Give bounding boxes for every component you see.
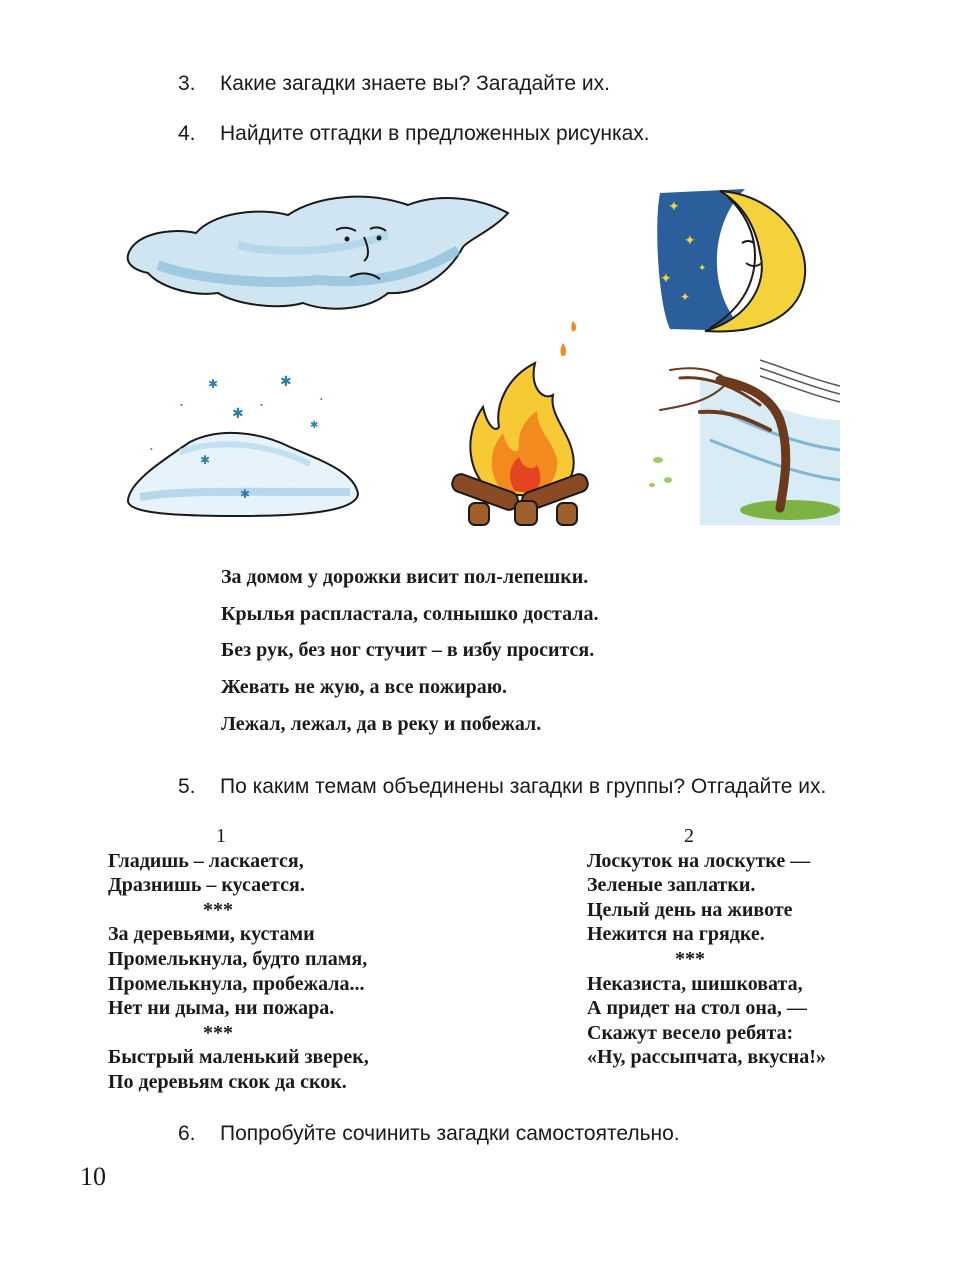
task-5 xyxy=(178,775,826,799)
crescent-moon-icon xyxy=(650,183,810,335)
riddle-line: Целый день на животе xyxy=(587,898,793,921)
task-3 xyxy=(178,72,610,96)
riddle-line: Промелькнула, будто пламя, xyxy=(108,947,368,970)
task-text: Какие загадки знаете вы? Загадайте их. xyxy=(220,72,610,95)
svg-text:✱: ✱ xyxy=(240,487,251,501)
riddle-group-2 xyxy=(587,824,826,1070)
riddle-line: Скажут весело ребята: xyxy=(587,1021,794,1044)
riddle-line: Быстрый маленький зверек, xyxy=(108,1046,369,1069)
riddle-line: Гладишь – ласкается, xyxy=(108,849,304,872)
riddle-line: По деревьям скок да скок. xyxy=(108,1070,347,1093)
riddle-separator: *** xyxy=(203,898,233,921)
riddle-line: Нет ни дыма, ни пожара. xyxy=(108,997,335,1020)
riddle-line: Жевать не жую, а все пожираю. xyxy=(221,676,508,698)
svg-text:•: • xyxy=(180,401,183,410)
task-6 xyxy=(178,1122,680,1146)
riddle-group-1 xyxy=(108,824,369,1095)
svg-text:•: • xyxy=(260,401,263,410)
riddle-line: За домом у дорожки висит пол-лепешки. xyxy=(221,566,589,588)
riddle-line: Крылья распластала, солнышко достала. xyxy=(221,603,599,625)
svg-text:✦: ✦ xyxy=(698,263,707,274)
snowdrift-icon xyxy=(120,372,365,520)
riddle-line: Лежал, лежал, да в реку и побежал. xyxy=(221,713,542,735)
riddle-line: Нежится на грядке. xyxy=(587,923,765,946)
riddle-separator: *** xyxy=(675,947,705,970)
riddle-line: «Ну, рассыпчата, вкусна!» xyxy=(587,1046,826,1069)
svg-text:✱: ✱ xyxy=(208,377,219,391)
svg-text:✱: ✱ xyxy=(310,420,319,431)
page-number: 10 xyxy=(80,1162,106,1191)
task-text: По каким темам объединены загадки в группы? Отгадайте их. xyxy=(220,775,827,798)
task-4 xyxy=(178,122,650,146)
svg-text:•: • xyxy=(320,395,323,404)
svg-text:✱: ✱ xyxy=(232,407,244,422)
svg-text:✦: ✦ xyxy=(668,200,680,215)
task-text: Найдите отгадки в предложенных рисунках. xyxy=(220,122,650,145)
task-number: 6. xyxy=(178,1122,196,1145)
riddle-line: А придет на стол она, — xyxy=(587,997,807,1020)
svg-text:✱: ✱ xyxy=(280,375,292,390)
riddle-line: Зеленые заплатки. xyxy=(587,874,756,897)
windblown-tree-icon xyxy=(640,350,845,525)
campfire-icon xyxy=(445,315,595,530)
task-number: 3. xyxy=(178,72,196,95)
svg-text:•: • xyxy=(150,445,153,454)
svg-text:✦: ✦ xyxy=(684,234,696,249)
group-number: 2 xyxy=(684,825,694,847)
riddle-line: Промелькнула, пробежала... xyxy=(108,972,365,995)
riddle-line: Неказиста, шишковата, xyxy=(587,972,803,995)
svg-text:✦: ✦ xyxy=(660,272,672,287)
riddle-separator: *** xyxy=(203,1021,233,1044)
cloud-icon xyxy=(118,185,518,320)
group-number: 1 xyxy=(216,825,226,847)
riddle-line: Без рук, без ног стучит – в избу просится. xyxy=(221,639,595,661)
svg-text:✱: ✱ xyxy=(200,453,211,467)
riddle-line: Дразнишь – кусается. xyxy=(108,874,305,897)
task-number: 5. xyxy=(178,775,196,798)
riddle-line: Лоскуток на лоскутке — xyxy=(587,849,811,872)
task-text: Попробуйте сочинить загадки самостоятельно. xyxy=(220,1122,680,1145)
riddle-line: За деревьями, кустами xyxy=(108,923,315,946)
task-number: 4. xyxy=(178,122,196,145)
svg-text:✦: ✦ xyxy=(680,290,691,304)
